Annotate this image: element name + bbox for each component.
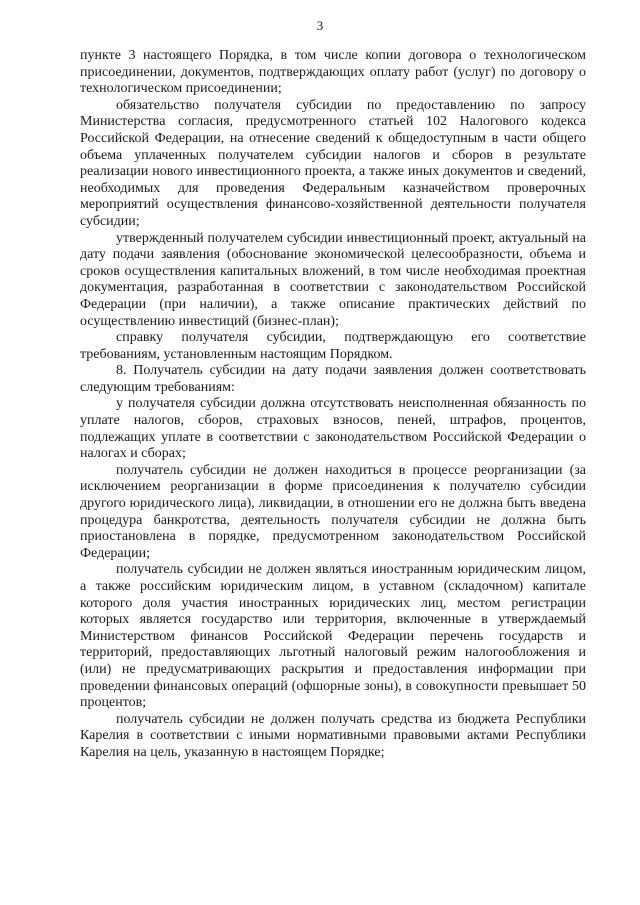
paragraph-obligation-consent: обязательство получателя субсидии по предоставлению по запросу Министерства согласия, предусмотренного статьей 102 Налогового кодекса Российской Федерации, на отнесение сведений к общедоступным в части общего объема уплаченных получателем субсидии налогов и сборов в результате реализации нового инвестиционного проекта, а также иных документов и сведений, необходимых для проведения Федеральным казначейством проверочных мероприятий осуществления финансово-хозяйственной деятельности получателя субсидии; [80,97,586,229]
paragraph-tax-obligations: у получателя субсидии должна отсутствовать неисполненная обязанность по уплате налогов, сборов, страховых взносов, пеней, штрафов, процентов, подлежащих уплате в соответствии с законодательством Российской Федерации о налогах и сборах; [80,396,586,462]
paragraph-compliance-certificate: справку получателя субсидии, подтверждающую его соответствие требованиям, установленным настоящим Порядком. [80,330,586,362]
paragraph-item-8: 8. Получатель субсидии на дату подачи заявления должен соответствовать следующим требованиям: [80,363,586,395]
paragraph-budget-funds: получатель субсидии не должен получать средства из бюджета Республики Карелия в соответствии с иными нормативными правовыми актами Республики Карелия на цель, указанную в настоящем Порядке; [80,711,586,760]
paragraph-investment-project: утвержденный получателем субсидии инвестиционный проект, актуальный на дату подачи заявления (обоснование экономической целесообразности, объема и сроков осуществления капитальных вложений, в том числе необходимая проектная документация, разработанная в соответствии с законодательством Российской Федерации (при наличии), а также описание практических действий по осуществлению инвестиций (бизнес-план); [80,230,586,329]
page-number: 3 [316,18,324,33]
paragraph-reorganization: получатель субсидии не должен находиться в процессе реорганизации (за исключением реорганизации в форме присоединения к получателю субсидии другого юридического лица), ликвидации, в отношении его не должна быть введена процедура банкротства, деятельность получателя субсидии не должна быть приостановлена в порядке, предусмотренном законодательством Российской Федерации; [80,462,586,561]
paragraph-continuation: пункте 3 настоящего Порядка, в том числе копии договора о технологическом присоединении, документов, подтверждающих оплату работ (услуг) по договору о технологическом присоединении; [80,48,586,97]
paragraph-foreign-entity: получатель субсидии не должен являться иностранным юридическим лицом, а также российским юридическим лицом, в уставном (складочном) капитале которого доля участия иностранных юридических лиц, местом регистрации которых является государство или территория, включенные в утверждаемый Министерством финансов Российской Федерации перечень государств и территорий, предоставляющих льготный налоговый режим налогообложения и (или) не предусматривающих раскрытия и предоставления информации при проведении финансовых операций (офшорные зоны), в совокупности превышает 50 процентов; [80,562,586,711]
document-body [80,48,586,762]
